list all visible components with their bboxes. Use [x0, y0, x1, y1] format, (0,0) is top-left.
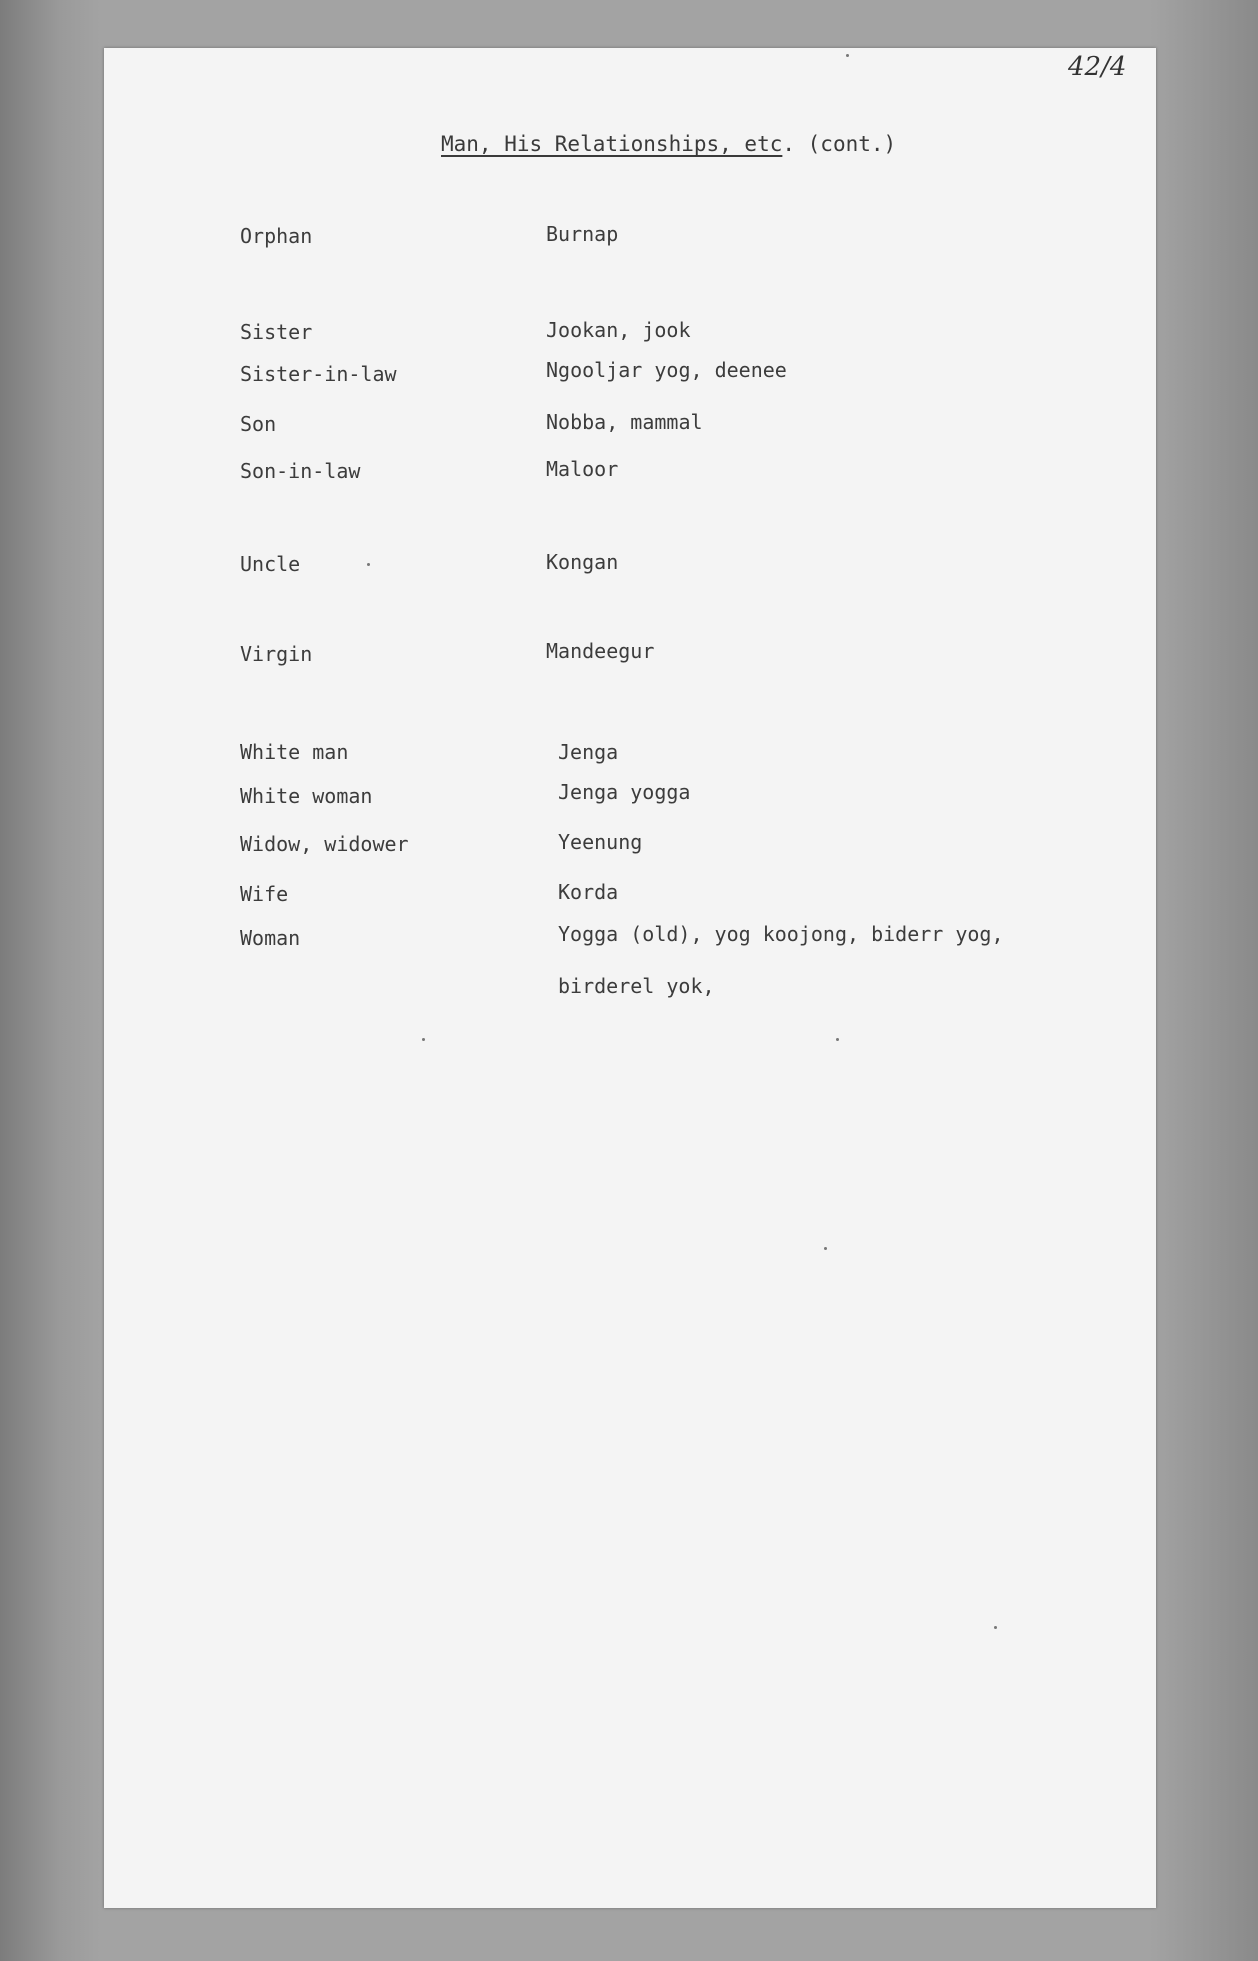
translation-uncle: Kongan — [546, 550, 619, 574]
scan-speck — [422, 1038, 425, 1041]
term-sister: Sister — [240, 320, 313, 344]
translation-son: Nobba, mammal — [546, 410, 703, 434]
translation-sister: Jookan, jook — [546, 318, 691, 342]
scan-speck — [367, 563, 370, 566]
term-son-in-law: Son-in-law — [240, 459, 361, 483]
term-woman: Woman — [240, 926, 301, 950]
translation-widow-widower: Yeenung — [558, 830, 643, 854]
translation-woman: Yogga (old), yog koojong, biderr yog, — [558, 922, 1004, 946]
term-wife: Wife — [240, 882, 289, 906]
translation-woman-continuation: birderel yok, — [558, 974, 715, 998]
translation-son-in-law: Maloor — [546, 457, 619, 481]
term-white-woman: White woman — [240, 784, 373, 808]
translation-wife: Korda — [558, 880, 619, 904]
translation-white-woman: Jenga yogga — [558, 780, 691, 804]
term-white-man: White man — [240, 740, 349, 764]
translation-sister-in-law: Ngooljar yog, deenee — [546, 358, 787, 382]
page-title — [441, 132, 896, 156]
translation-virgin: Mandeegur — [546, 639, 655, 663]
title-suffix: . (cont.) — [782, 132, 897, 156]
translation-orphan: Burnap — [546, 222, 619, 246]
scan-speck — [836, 1038, 839, 1041]
term-son: Son — [240, 412, 277, 436]
term-widow-widower: Widow, widower — [240, 832, 409, 856]
term-orphan: Orphan — [240, 224, 313, 248]
title-underlined-text: Man, His Relationships, etc — [441, 132, 783, 156]
term-uncle: Uncle — [240, 552, 301, 576]
scan-speck — [994, 1626, 997, 1629]
handwritten-page-number: 42/4 — [1068, 52, 1127, 82]
term-virgin: Virgin — [240, 642, 313, 666]
scan-speck — [846, 54, 849, 57]
scan-speck — [824, 1247, 827, 1250]
term-sister-in-law: Sister-in-law — [240, 362, 397, 386]
translation-white-man: Jenga — [558, 740, 619, 764]
